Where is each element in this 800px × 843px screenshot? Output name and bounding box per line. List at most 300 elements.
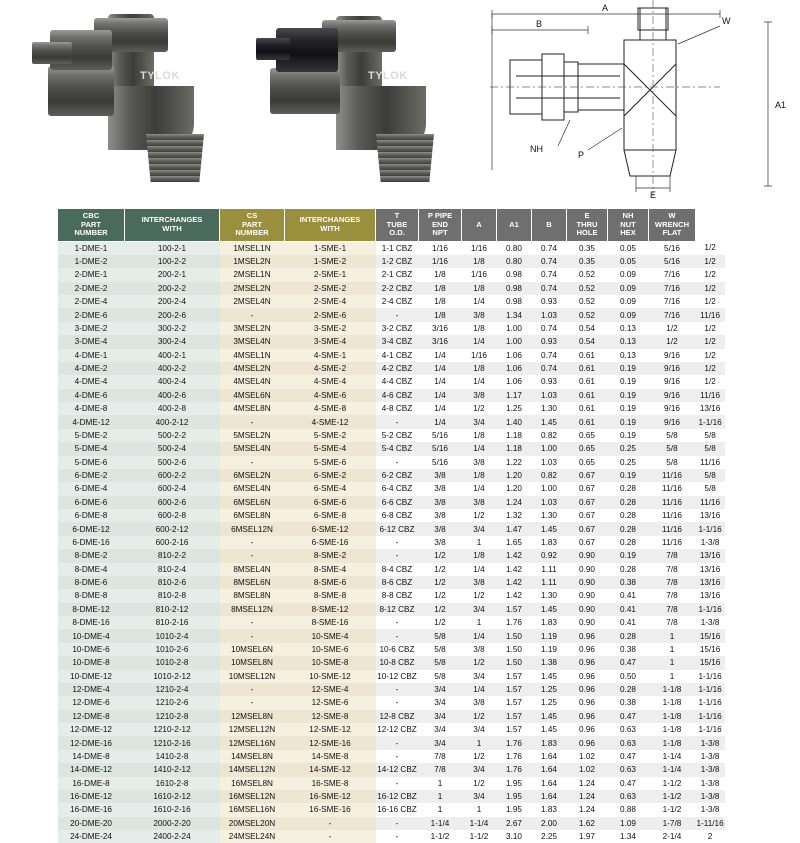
th-line: B bbox=[546, 219, 552, 229]
table-cell: 11/16 bbox=[696, 496, 725, 509]
table-cell: 1210-2-8 bbox=[125, 710, 220, 723]
brand-logo: TYLOK bbox=[368, 70, 408, 82]
table-cell: 0.05 bbox=[608, 255, 649, 268]
table-cell: 1.83 bbox=[532, 616, 567, 629]
table-cell: 0.74 bbox=[532, 241, 567, 255]
table-cell: 1-1/2 bbox=[462, 830, 497, 843]
table-cell: - bbox=[220, 616, 285, 629]
table-row bbox=[58, 456, 725, 469]
table-cell: 3/8 bbox=[419, 509, 462, 522]
table-cell: 12-SME-8 bbox=[285, 710, 376, 723]
table-cell: 0.19 bbox=[608, 415, 649, 428]
th-line: NPT bbox=[432, 228, 448, 237]
table-cell: 12-DME-8 bbox=[58, 710, 125, 723]
table-cell: 1/2 bbox=[696, 241, 725, 255]
dim-label-A: A bbox=[602, 3, 609, 13]
table-cell: 5-SME-2 bbox=[285, 429, 376, 442]
table-cell: - bbox=[220, 308, 285, 321]
table-cell: 4-SME-2 bbox=[285, 362, 376, 375]
table-row bbox=[58, 255, 725, 268]
table-row bbox=[58, 549, 725, 562]
table-cell: 0.38 bbox=[608, 576, 649, 589]
table-cell: 1-3/8 bbox=[696, 736, 725, 749]
table-cell: 0.96 bbox=[567, 710, 608, 723]
table-row bbox=[58, 482, 725, 495]
table-cell: 12MSEL12N bbox=[220, 723, 285, 736]
table-cell: 10-12 CBZ bbox=[376, 670, 419, 683]
table-cell: 9/16 bbox=[649, 375, 696, 388]
table-cell: 3/4 bbox=[419, 683, 462, 696]
table-cell: 1-1 CBZ bbox=[376, 241, 419, 255]
table-cell: 400-2-12 bbox=[125, 415, 220, 428]
table-cell: 0.28 bbox=[608, 563, 649, 576]
table-cell: 1610-2-8 bbox=[125, 777, 220, 790]
table-cell: 1.03 bbox=[532, 496, 567, 509]
table-cell: 3/4 bbox=[419, 723, 462, 736]
table-row bbox=[58, 777, 725, 790]
table-cell: 0.96 bbox=[567, 723, 608, 736]
table-row bbox=[58, 656, 725, 669]
table-cell: 200-2-4 bbox=[125, 295, 220, 308]
table-cell: 1.64 bbox=[532, 777, 567, 790]
table-cell: 1/2 bbox=[462, 589, 497, 602]
table-cell: 0.50 bbox=[608, 670, 649, 683]
table-cell: 7/8 bbox=[649, 589, 696, 602]
table-cell: 0.67 bbox=[567, 469, 608, 482]
table-cell: 1-DME-1 bbox=[58, 241, 125, 255]
table-cell: 5-2 CBZ bbox=[376, 429, 419, 442]
table-cell: 13/16 bbox=[696, 549, 725, 562]
table-cell: 1.20 bbox=[497, 482, 532, 495]
table-cell: 0.67 bbox=[567, 482, 608, 495]
table-cell: 3/4 bbox=[462, 723, 497, 736]
table-cell: 1.64 bbox=[532, 790, 567, 803]
table-cell: 1.34 bbox=[497, 308, 532, 321]
table-cell: 16-DME-8 bbox=[58, 777, 125, 790]
table-cell: 1.45 bbox=[532, 710, 567, 723]
table-row bbox=[58, 696, 725, 709]
dim-label-B: B bbox=[536, 19, 543, 29]
table-cell: 1-3/8 bbox=[696, 536, 725, 549]
table-cell: 20MSEL20N bbox=[220, 817, 285, 830]
table-cell: 1.57 bbox=[497, 696, 532, 709]
table-cell: 1/2 bbox=[696, 335, 725, 348]
table-cell: 200-2-6 bbox=[125, 308, 220, 321]
table-cell: 0.90 bbox=[567, 603, 608, 616]
table-cell: 1 bbox=[462, 536, 497, 549]
table-cell: 0.09 bbox=[608, 268, 649, 281]
table-cell: 1/4 bbox=[419, 402, 462, 415]
table-cell: 3/4 bbox=[462, 522, 497, 535]
table-cell: 2-2 CBZ bbox=[376, 282, 419, 295]
table-cell: 0.65 bbox=[567, 429, 608, 442]
table-cell: 13/16 bbox=[696, 589, 725, 602]
table-row bbox=[58, 723, 725, 736]
table-cell: 1 bbox=[462, 736, 497, 749]
product-photo-chrome bbox=[20, 8, 210, 188]
table-row bbox=[58, 469, 725, 482]
table-cell: 0.25 bbox=[608, 456, 649, 469]
table-cell: 8-6 CBZ bbox=[376, 576, 419, 589]
table-cell: 15/16 bbox=[696, 656, 725, 669]
table-cell: 1/2 bbox=[462, 710, 497, 723]
table-cell: - bbox=[376, 549, 419, 562]
th-cs bbox=[220, 209, 285, 242]
table-cell: 0.63 bbox=[608, 790, 649, 803]
table-cell: 12-SME-6 bbox=[285, 696, 376, 709]
table-cell: 3-DME-2 bbox=[58, 322, 125, 335]
table-cell: 0.19 bbox=[608, 429, 649, 442]
table-cell: 4-SME-1 bbox=[285, 349, 376, 362]
table-cell: 4MSEL4N bbox=[220, 375, 285, 388]
table-cell: 1.30 bbox=[532, 402, 567, 415]
compression-nut bbox=[48, 66, 114, 116]
table-cell: 1.03 bbox=[532, 389, 567, 402]
table-cell: 1.24 bbox=[567, 777, 608, 790]
table-cell: 1010-2-6 bbox=[125, 643, 220, 656]
table-cell: 1 bbox=[649, 656, 696, 669]
table-cell: 0.35 bbox=[567, 255, 608, 268]
table-cell: - bbox=[220, 683, 285, 696]
table-cell: 1.06 bbox=[497, 375, 532, 388]
table-cell: 6-6 CBZ bbox=[376, 496, 419, 509]
table-cell: 1.57 bbox=[497, 723, 532, 736]
table-cell: 1.83 bbox=[532, 803, 567, 816]
table-cell: 0.98 bbox=[497, 282, 532, 295]
table-cell: 12MSEL8N bbox=[220, 710, 285, 723]
table-cell: 4-DME-2 bbox=[58, 362, 125, 375]
table-cell: 0.74 bbox=[532, 255, 567, 268]
table-cell: 2-DME-1 bbox=[58, 268, 125, 281]
product-photo-black-nut bbox=[240, 8, 440, 188]
table-cell: 1-1/2 bbox=[649, 790, 696, 803]
table-cell: 5/8 bbox=[649, 456, 696, 469]
table-cell: 1.24 bbox=[567, 790, 608, 803]
table-cell: - bbox=[220, 696, 285, 709]
table-cell: 2-SME-6 bbox=[285, 308, 376, 321]
table-cell: 6-SME-12 bbox=[285, 522, 376, 535]
table-cell: 5-SME-6 bbox=[285, 456, 376, 469]
table-cell: - bbox=[220, 549, 285, 562]
table-cell: 1-3/8 bbox=[696, 750, 725, 763]
table-cell: 100-2-2 bbox=[125, 255, 220, 268]
table-cell: 3/8 bbox=[462, 308, 497, 321]
table-cell: 5/8 bbox=[419, 643, 462, 656]
table-cell: 7/16 bbox=[649, 282, 696, 295]
table-cell: 6MSEL4N bbox=[220, 482, 285, 495]
table-cell: 5-4 CBZ bbox=[376, 442, 419, 455]
table-cell: 1/4 bbox=[419, 349, 462, 362]
table-cell: - bbox=[376, 830, 419, 843]
table-cell: 8-4 CBZ bbox=[376, 563, 419, 576]
table-cell: 1.32 bbox=[497, 509, 532, 522]
table-cell: 8-DME-12 bbox=[58, 603, 125, 616]
table-cell: 1.76 bbox=[497, 763, 532, 776]
table-cell: 1-1/2 bbox=[649, 803, 696, 816]
table-cell: 600-2-4 bbox=[125, 482, 220, 495]
table-row bbox=[58, 683, 725, 696]
table-cell: 1-1/8 bbox=[649, 696, 696, 709]
table-cell: 8-DME-6 bbox=[58, 576, 125, 589]
table-cell: 1-1/16 bbox=[696, 723, 725, 736]
table-cell: 3/4 bbox=[419, 736, 462, 749]
table-cell: 11/16 bbox=[696, 456, 725, 469]
table-cell: 3/8 bbox=[462, 389, 497, 402]
table-cell: - bbox=[376, 817, 419, 830]
th-line: T bbox=[394, 211, 400, 220]
table-cell: 1.62 bbox=[567, 817, 608, 830]
table-cell: 1/8 bbox=[419, 268, 462, 281]
table-row bbox=[58, 710, 725, 723]
table-row bbox=[58, 830, 725, 843]
table-cell: 600-2-12 bbox=[125, 522, 220, 535]
table-cell: - bbox=[376, 629, 419, 642]
table-row bbox=[58, 429, 725, 442]
table-cell: 0.90 bbox=[567, 549, 608, 562]
table-cell: 3-DME-4 bbox=[58, 335, 125, 348]
table-cell: 600-2-2 bbox=[125, 469, 220, 482]
table-cell: 3/16 bbox=[419, 322, 462, 335]
table-cell: - bbox=[376, 683, 419, 696]
table-cell: 1.45 bbox=[532, 603, 567, 616]
table-cell: 1.00 bbox=[497, 335, 532, 348]
table-cell: 9/16 bbox=[649, 389, 696, 402]
table-cell: 1.57 bbox=[497, 603, 532, 616]
table-cell: 1-1/4 bbox=[649, 750, 696, 763]
table-cell: 4-SME-12 bbox=[285, 415, 376, 428]
table-cell: 8MSEL12N bbox=[220, 603, 285, 616]
table-cell: 0.65 bbox=[567, 442, 608, 455]
table-cell: 0.19 bbox=[608, 362, 649, 375]
table-cell: 0.13 bbox=[608, 335, 649, 348]
table-row bbox=[58, 509, 725, 522]
table-cell: 0.19 bbox=[608, 375, 649, 388]
table-cell: 1.30 bbox=[532, 589, 567, 602]
th-line: PART bbox=[80, 219, 102, 229]
table-cell: 0.93 bbox=[532, 335, 567, 348]
table-cell: 1.24 bbox=[497, 496, 532, 509]
th-e bbox=[567, 209, 608, 242]
table-cell: 500-2-4 bbox=[125, 442, 220, 455]
table-cell: 16MSEL16N bbox=[220, 803, 285, 816]
table-cell: 300-2-4 bbox=[125, 335, 220, 348]
table-row bbox=[58, 268, 725, 281]
table-cell: 10-8 CBZ bbox=[376, 656, 419, 669]
table-cell: 0.90 bbox=[567, 589, 608, 602]
table-cell: 7/16 bbox=[649, 308, 696, 321]
table-cell: 1.25 bbox=[532, 696, 567, 709]
table-cell: 3/4 bbox=[462, 670, 497, 683]
table-cell: 13/16 bbox=[696, 509, 725, 522]
table-cell: 4-DME-8 bbox=[58, 402, 125, 415]
table-body bbox=[58, 241, 725, 843]
table-cell: 1/8 bbox=[462, 282, 497, 295]
table-cell: 5MSEL4N bbox=[220, 442, 285, 455]
table-cell: 5/8 bbox=[696, 469, 725, 482]
table-cell: 16MSEL8N bbox=[220, 777, 285, 790]
table-cell: 0.28 bbox=[608, 496, 649, 509]
table-cell: 8-SME-12 bbox=[285, 603, 376, 616]
table-cell: 8-DME-2 bbox=[58, 549, 125, 562]
table-row bbox=[58, 643, 725, 656]
table-cell: 1.00 bbox=[497, 322, 532, 335]
table-cell: 8-DME-8 bbox=[58, 589, 125, 602]
table-cell: 1010-2-8 bbox=[125, 656, 220, 669]
dim-label-E: E bbox=[650, 190, 657, 200]
table-cell: 9/16 bbox=[649, 415, 696, 428]
table-cell: 1-SME-1 bbox=[285, 241, 376, 255]
table-cell: 16-16 CBZ bbox=[376, 803, 419, 816]
table-cell: 10MSEL6N bbox=[220, 643, 285, 656]
table-cell: 400-2-2 bbox=[125, 362, 220, 375]
table-cell: 1-1/16 bbox=[696, 696, 725, 709]
table-cell: 0.09 bbox=[608, 295, 649, 308]
table-cell: 0.96 bbox=[567, 643, 608, 656]
table-row bbox=[58, 629, 725, 642]
table-cell: 2.00 bbox=[532, 817, 567, 830]
table-cell: 8-SME-4 bbox=[285, 563, 376, 576]
table-cell: 14-DME-8 bbox=[58, 750, 125, 763]
table-cell: 14MSEL12N bbox=[220, 763, 285, 776]
table-cell: - bbox=[376, 536, 419, 549]
brand-logo: TYLOK bbox=[140, 70, 180, 82]
table-cell: 1.45 bbox=[532, 415, 567, 428]
table-row bbox=[58, 335, 725, 348]
table-cell: 7/8 bbox=[649, 563, 696, 576]
table-cell: 1/2 bbox=[696, 375, 725, 388]
table-row bbox=[58, 389, 725, 402]
table-cell: 16MSEL12N bbox=[220, 790, 285, 803]
table-cell: 1/4 bbox=[462, 683, 497, 696]
table-row bbox=[58, 349, 725, 362]
th-line: E bbox=[584, 211, 590, 220]
table-cell: 3/8 bbox=[462, 696, 497, 709]
table-cell: 14-SME-8 bbox=[285, 750, 376, 763]
table-cell: 1210-2-16 bbox=[125, 736, 220, 749]
table-cell: 12-SME-12 bbox=[285, 723, 376, 736]
table-cell: 3/8 bbox=[462, 643, 497, 656]
table-cell: 5/16 bbox=[419, 456, 462, 469]
table-cell: 810-2-6 bbox=[125, 576, 220, 589]
table-cell: 6-SME-16 bbox=[285, 536, 376, 549]
table-cell: 1.95 bbox=[497, 790, 532, 803]
table-row bbox=[58, 763, 725, 776]
table-cell: 0.67 bbox=[567, 522, 608, 535]
table-cell: 0.38 bbox=[608, 696, 649, 709]
table-cell: 0.54 bbox=[567, 335, 608, 348]
table-cell: 1/8 bbox=[462, 362, 497, 375]
table-cell: 1/16 bbox=[419, 255, 462, 268]
table-cell: 0.54 bbox=[567, 322, 608, 335]
th-p bbox=[419, 209, 462, 242]
table-cell: 24-DME-24 bbox=[58, 830, 125, 843]
table-cell: 15/16 bbox=[696, 629, 725, 642]
table-cell: 1-3/8 bbox=[696, 790, 725, 803]
table-cell: 0.09 bbox=[608, 308, 649, 321]
table-cell: 1/16 bbox=[462, 241, 497, 255]
th-line: INTERCHANGES bbox=[141, 215, 203, 225]
table-cell: 0.13 bbox=[608, 322, 649, 335]
table-cell: 8-DME-4 bbox=[58, 563, 125, 576]
table-cell: 1/8 bbox=[462, 255, 497, 268]
table-row bbox=[58, 241, 725, 255]
table-cell: 11/16 bbox=[649, 469, 696, 482]
table-cell: 0.52 bbox=[567, 295, 608, 308]
table-cell: 500-2-2 bbox=[125, 429, 220, 442]
table-cell: 11/16 bbox=[649, 482, 696, 495]
table-cell: 5/16 bbox=[419, 442, 462, 455]
table-cell: 1/2 bbox=[462, 750, 497, 763]
table-cell: 4-1 CBZ bbox=[376, 349, 419, 362]
table-cell: 0.96 bbox=[567, 736, 608, 749]
th-cbc bbox=[58, 209, 125, 242]
table-cell: 6-DME-12 bbox=[58, 522, 125, 535]
table-cell: 1.00 bbox=[532, 442, 567, 455]
table-cell: 0.19 bbox=[608, 549, 649, 562]
dimensions-table bbox=[57, 208, 725, 843]
table-row bbox=[58, 803, 725, 816]
table-cell: 0.67 bbox=[567, 496, 608, 509]
table-cell: 1/16 bbox=[419, 241, 462, 255]
table-cell: 1.76 bbox=[497, 616, 532, 629]
table-cell: 4MSEL6N bbox=[220, 389, 285, 402]
table-cell: 1/8 bbox=[419, 282, 462, 295]
table-cell: 1-3/8 bbox=[696, 616, 725, 629]
table-cell: 810-2-12 bbox=[125, 603, 220, 616]
table-cell: 7/8 bbox=[649, 576, 696, 589]
th-line: P PIPE bbox=[427, 211, 453, 220]
table-cell: 8-SME-8 bbox=[285, 589, 376, 602]
table-cell: 1 bbox=[419, 790, 462, 803]
table-cell: 1/2 bbox=[419, 603, 462, 616]
table-cell: 0.52 bbox=[567, 308, 608, 321]
table-cell: 13/16 bbox=[696, 576, 725, 589]
table-cell: 5/8 bbox=[649, 429, 696, 442]
table-cell: 8MSEL8N bbox=[220, 589, 285, 602]
table-cell: 0.28 bbox=[608, 683, 649, 696]
table-cell: 7/8 bbox=[419, 750, 462, 763]
table-cell: 14-DME-12 bbox=[58, 763, 125, 776]
table-cell: 1-1/8 bbox=[649, 723, 696, 736]
table-cell: 0.35 bbox=[567, 241, 608, 255]
table-cell: 600-2-8 bbox=[125, 509, 220, 522]
table-cell: 400-2-6 bbox=[125, 389, 220, 402]
table-cell: 1.95 bbox=[497, 803, 532, 816]
table-cell: 1210-2-12 bbox=[125, 723, 220, 736]
table-cell: 400-2-4 bbox=[125, 375, 220, 388]
table-cell: 1/4 bbox=[462, 375, 497, 388]
drawing-svg bbox=[470, 0, 800, 200]
table-row bbox=[58, 308, 725, 321]
table-cell: 5/8 bbox=[419, 670, 462, 683]
table-cell: 1-7/8 bbox=[649, 817, 696, 830]
table-cell: 1/2 bbox=[696, 362, 725, 375]
table-row bbox=[58, 670, 725, 683]
th-line: A1 bbox=[509, 219, 519, 229]
table-cell: 0.93 bbox=[532, 295, 567, 308]
table-cell: 4-DME-1 bbox=[58, 349, 125, 362]
table-cell: 1.50 bbox=[497, 656, 532, 669]
table-cell: 1610-2-16 bbox=[125, 803, 220, 816]
table-cell: 1-1/8 bbox=[649, 710, 696, 723]
table-cell: 14-SME-12 bbox=[285, 763, 376, 776]
table-cell: 1 bbox=[419, 803, 462, 816]
compression-collar bbox=[270, 68, 340, 114]
table-cell: 1.50 bbox=[497, 629, 532, 642]
table-cell: 2.25 bbox=[532, 830, 567, 843]
table-cell: 3/16 bbox=[419, 335, 462, 348]
table-cell: 1/4 bbox=[462, 482, 497, 495]
